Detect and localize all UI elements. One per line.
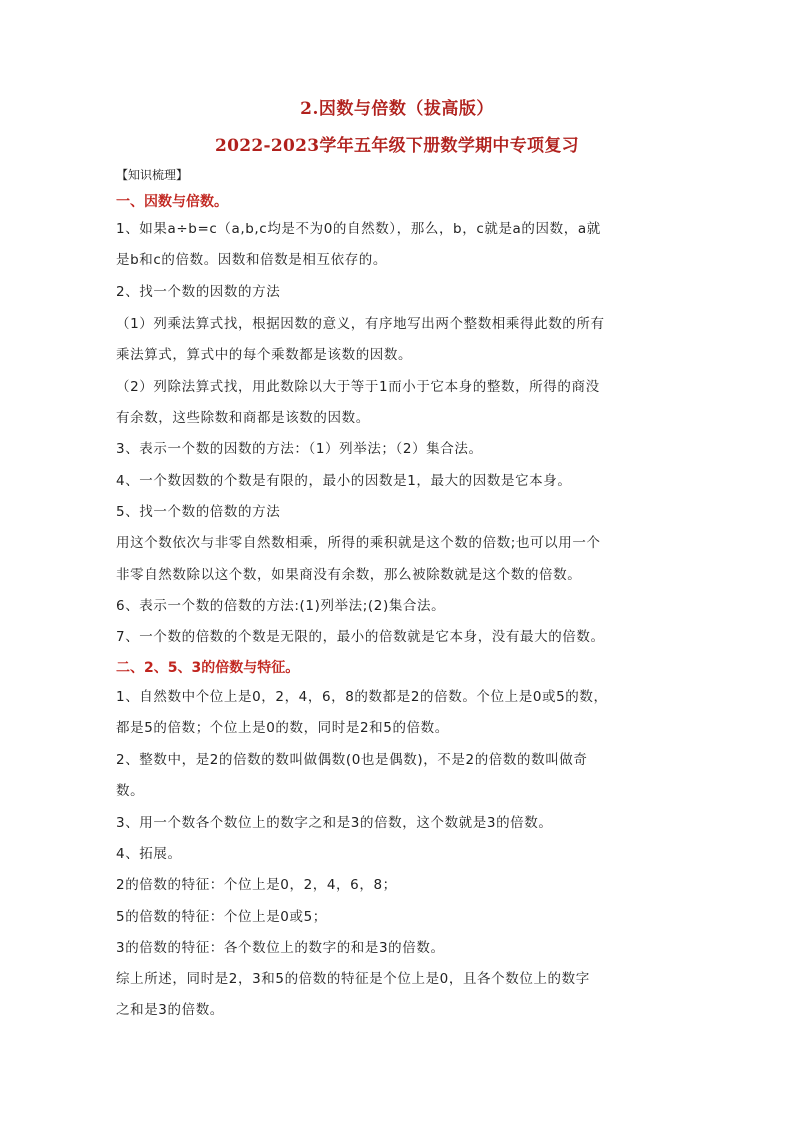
paragraph-line: 综上所述，同时是2，3和5的倍数的特征是个位上是0，且各个数位上的数字 xyxy=(116,971,590,987)
paragraph-line: 6、表示一个数的倍数的方法:(1)列举法;(2)集合法。 xyxy=(116,598,446,614)
paragraph-line: 7、一个数的倍数的个数是无限的，最小的倍数就是它本身，没有最大的倍数。 xyxy=(116,629,605,645)
paragraph-line: 都是5的倍数；个位上是0的数，同时是2和5的倍数。 xyxy=(116,720,449,736)
document-title: 2.因数与倍数（拔高版） xyxy=(300,99,494,119)
paragraph-line: 用这个数依次与非零自然数相乘，所得的乘积就是这个数的倍数;也可以用一个 xyxy=(116,535,601,551)
paragraph-line: 2、找一个数的因数的方法 xyxy=(116,284,281,300)
paragraph-line: 1、自然数中个位上是0，2，4，6，8的数都是2的倍数。个位上是0或5的数， xyxy=(116,689,608,705)
paragraph-line: 之和是3的倍数。 xyxy=(116,1002,224,1018)
document-subtitle: 2022-2023学年五年级下册数学期中专项复习 xyxy=(215,136,579,156)
paragraph-line: 4、拓展。 xyxy=(116,846,182,862)
paragraph-line: 5、找一个数的倍数的方法 xyxy=(116,504,281,520)
knowledge-summary-tag: 【知识梳理】 xyxy=(116,168,189,182)
paragraph-line: 3、表示一个数的因数的方法：（1）列举法；（2）集合法。 xyxy=(116,441,483,457)
paragraph-line: 3的倍数的特征：各个数位上的数字的和是3的倍数。 xyxy=(116,940,445,956)
paragraph-line: 3、用一个数各个数位上的数字之和是3的倍数，这个数就是3的倍数。 xyxy=(116,815,553,831)
paragraph-line: 1、如果a÷b=c（a,b,c均是不为0的自然数），那么，b，c就是a的因数，a就 xyxy=(116,221,601,237)
paragraph-line: （2）列除法算式找，用此数除以大于等于1而小于它本身的整数，所得的商没 xyxy=(116,379,600,395)
paragraph-line: 有余数，这些除数和商都是该数的因数。 xyxy=(116,410,370,426)
section-heading-factors-multiples: 一、因数与倍数。 xyxy=(116,194,228,210)
paragraph-line: 2、整数中，是2的倍数的数叫做偶数(0也是偶数)，不是2的倍数的数叫做奇 xyxy=(116,752,588,768)
paragraph-line: 数。 xyxy=(116,783,145,799)
paragraph-line: 是b和c的倍数。因数和倍数是相互依存的。 xyxy=(116,252,387,268)
section-heading-multiples-of-2-5-3: 二、2、5、3的倍数与特征。 xyxy=(116,660,300,676)
paragraph-line: 5的倍数的特征：个位上是0或5； xyxy=(116,909,327,925)
paragraph-line: 2的倍数的特征：个位上是0，2，4，6，8； xyxy=(116,877,397,893)
paragraph-line: 非零自然数除以这个数，如果商没有余数，那么被除数就是这个数的倍数。 xyxy=(116,567,582,583)
paragraph-line: 乘法算式，算式中的每个乘数都是该数的因数。 xyxy=(116,347,413,363)
paragraph-line: 4、一个数因数的个数是有限的，最小的因数是1，最大的因数是它本身。 xyxy=(116,473,572,489)
paragraph-line: （1）列乘法算式找，根据因数的意义，有序地写出两个整数相乘得此数的所有 xyxy=(116,316,605,332)
